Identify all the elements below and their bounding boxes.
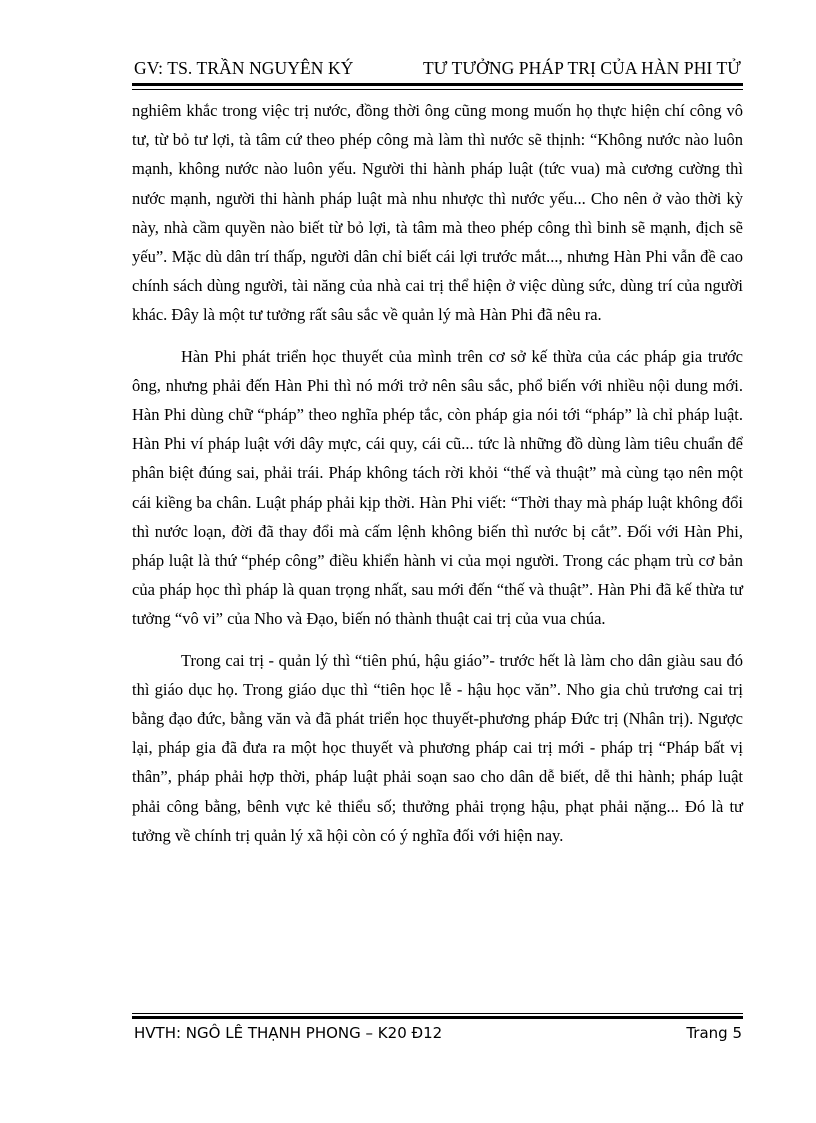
paragraph-2: Hàn Phi phát triển học thuyết của mình trên cơ sở kế thừa của các pháp gia trước ông, nhưng phải đến Hàn Phi thì nó mới trở nên sâu sắc, phổ biến với nhiều nội dung mới. Hàn Phi dùng chữ “pháp” theo nghĩa phép tắc, còn pháp gia nói tới “pháp” là chỉ pháp luật. Hàn Phi ví pháp luật với dây mực, cái quy, cái cũ... tức là những đồ dùng làm tiêu chuẩn để phân biệt đúng sai, phải trái. Pháp không tách rời khỏi “thế và thuật” mà cùng tạo nên một cái kiềng ba chân. Luật pháp phải kịp thời. Hàn Phi viết: “Thời thay mà pháp luật không đổi thì nước loạn, đời đã thay đổi mà cấm lệnh không biến thì nước bị cắt”. Đối với Hàn Phi, pháp luật là thứ “phép công” điều khiển hành vi của mọi người. Trong các phạm trù cơ bản của pháp học thì pháp là quan trọng nhất, sau mới đến “thế và thuật”. Hàn Phi đã kế thừa tư tưởng “vô vi” của Nho và Đạo, biến nó thành thuật cai trị của vua chúa.: [132, 346, 743, 629]
paragraph-3: Trong cai trị - quản lý thì “tiên phú, hậu giáo”- trước hết là làm cho dân giàu sau đó thì giáo dục họ. Trong giáo dục thì “tiên học lễ - hậu học văn”. Nho gia chủ trương cai trị bằng đạo đức, bằng văn và đã phát triển học thuyết-phương pháp Đức trị (Nhân trị). Ngược lại, pháp gia đã đưa ra một học thuyết và phương pháp cai trị mới - pháp trị “Pháp bất vị thân”, pháp phải hợp thời, pháp luật phải soạn sao cho dân dễ biết, dễ thi hành; pháp luật phải công bằng, bênh vực kẻ thiểu số; thưởng phải trọng hậu, phạt phải nặng... Đó là tư tưởng về chính trị quản lý xã hội còn có ý nghĩa đối với hiện nay.: [132, 650, 743, 845]
header-title: TƯ TƯỞNG PHÁP TRỊ CỦA HÀN PHI TỬ: [423, 58, 741, 78]
header-divider-thick: [132, 83, 743, 86]
document-body: [132, 96, 743, 850]
page-number: Trang 5: [686, 1024, 742, 1042]
footer-author: HVTH: NGÔ LÊ THẠNH PHONG – K20 Đ12: [134, 1024, 443, 1042]
footer-divider-thick: [132, 1016, 743, 1019]
paragraph-1: nghiêm khắc trong việc trị nước, đồng thời ông cũng mong muốn họ thực hiện chí công vô tư, từ bỏ tư lợi, tà tâm cứ theo phép công mà làm thì nước sẽ thịnh: “Không nước nào luôn mạnh, không nước nào luôn yếu. Người thi hành pháp luật (tức vua) mà cương cường thì nước mạnh, người thi hành pháp luật mà nhu nhược thì nước yếu... Cho nên ở vào thời kỳ này, nhà cầm quyền nào biết từ bỏ lợi, tà tâm mà theo phép công thì binh sẽ mạnh, địch sẽ yếu”. Mặc dù dân trí thấp, người dân chỉ biết cái lợi trước mắt..., nhưng Hàn Phi vẫn đề cao chính sách dùng người, tài năng của nhà cai trị thể hiện ở việc dùng sức, dùng trí của người khác. Đây là một tư tưởng rất sâu sắc về quản lý mà Hàn Phi đã nêu ra.: [132, 101, 743, 325]
header-instructor: GV: TS. TRẦN NGUYÊN KÝ: [134, 58, 354, 78]
header-divider-thin: [132, 89, 743, 90]
page-header: [132, 56, 743, 86]
footer-divider-thin: [132, 1013, 743, 1014]
